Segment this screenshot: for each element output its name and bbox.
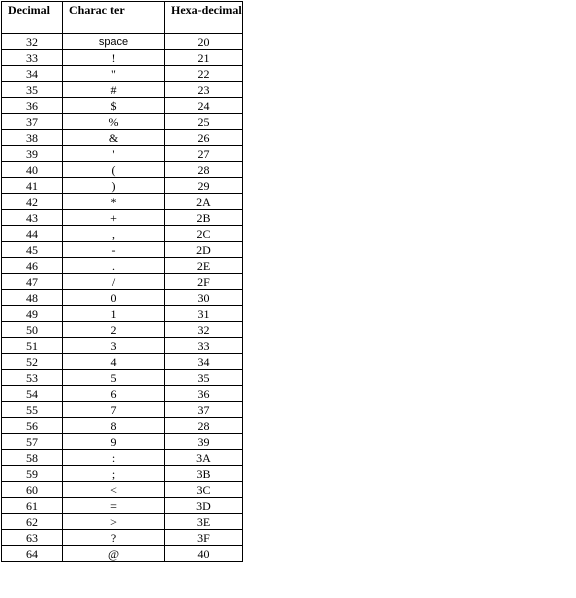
hex-cell: 29 [165, 178, 243, 194]
hex-cell: 31 [165, 306, 243, 322]
hex-cell: 26 [165, 130, 243, 146]
table-row [2, 274, 243, 290]
table-row [2, 162, 243, 178]
header-decimal: Decimal [2, 2, 63, 34]
decimal-cell: 59 [2, 466, 63, 482]
character-cell: % [63, 114, 165, 130]
decimal-cell: 37 [2, 114, 63, 130]
header-hexadecimal: Hexa-decimal [165, 2, 243, 34]
table-row [2, 418, 243, 434]
character-cell: 9 [63, 434, 165, 450]
table-row [2, 34, 243, 50]
table-row [2, 322, 243, 338]
decimal-cell: 47 [2, 274, 63, 290]
table-row [2, 258, 243, 274]
table-row [2, 226, 243, 242]
table-row [2, 50, 243, 66]
table-row [2, 210, 243, 226]
decimal-cell: 60 [2, 482, 63, 498]
decimal-cell: 58 [2, 450, 63, 466]
hex-cell: 2D [165, 242, 243, 258]
table-row [2, 290, 243, 306]
table-row [2, 242, 243, 258]
hex-cell: 2F [165, 274, 243, 290]
table-row [2, 386, 243, 402]
table-row [2, 338, 243, 354]
table-row [2, 546, 243, 562]
table-row [2, 450, 243, 466]
hex-cell: 39 [165, 434, 243, 450]
decimal-cell: 61 [2, 498, 63, 514]
decimal-cell: 53 [2, 370, 63, 386]
decimal-cell: 48 [2, 290, 63, 306]
hex-cell: 3D [165, 498, 243, 514]
decimal-cell: 43 [2, 210, 63, 226]
character-cell: 5 [63, 370, 165, 386]
decimal-cell: 35 [2, 82, 63, 98]
character-cell: " [63, 66, 165, 82]
hex-cell: 2C [165, 226, 243, 242]
decimal-cell: 46 [2, 258, 63, 274]
decimal-cell: 50 [2, 322, 63, 338]
table-row [2, 178, 243, 194]
hex-cell: 3F [165, 530, 243, 546]
hex-cell: 32 [165, 322, 243, 338]
character-cell: ) [63, 178, 165, 194]
hex-cell: 35 [165, 370, 243, 386]
table-row [2, 82, 243, 98]
character-cell: + [63, 210, 165, 226]
decimal-cell: 40 [2, 162, 63, 178]
character-cell: , [63, 226, 165, 242]
table-row [2, 130, 243, 146]
character-cell: 2 [63, 322, 165, 338]
decimal-cell: 45 [2, 242, 63, 258]
table-row [2, 306, 243, 322]
decimal-cell: 33 [2, 50, 63, 66]
table-row [2, 354, 243, 370]
hex-cell: 25 [165, 114, 243, 130]
table-row [2, 370, 243, 386]
hex-cell: 2B [165, 210, 243, 226]
character-cell: & [63, 130, 165, 146]
character-cell: > [63, 514, 165, 530]
hex-cell: 24 [165, 98, 243, 114]
hex-cell: 20 [165, 34, 243, 50]
hex-cell: 2E [165, 258, 243, 274]
character-cell: # [63, 82, 165, 98]
character-cell: 0 [63, 290, 165, 306]
character-cell: - [63, 242, 165, 258]
decimal-cell: 51 [2, 338, 63, 354]
table-row [2, 114, 243, 130]
decimal-cell: 62 [2, 514, 63, 530]
decimal-cell: 55 [2, 402, 63, 418]
character-cell: 8 [63, 418, 165, 434]
table-row [2, 498, 243, 514]
table-row [2, 66, 243, 82]
table-row [2, 146, 243, 162]
decimal-cell: 38 [2, 130, 63, 146]
hex-cell: 2A [165, 194, 243, 210]
character-cell: < [63, 482, 165, 498]
character-cell: space [63, 34, 165, 50]
decimal-cell: 42 [2, 194, 63, 210]
hex-cell: 3B [165, 466, 243, 482]
table-row [2, 466, 243, 482]
decimal-cell: 63 [2, 530, 63, 546]
hex-cell: 27 [165, 146, 243, 162]
decimal-cell: 44 [2, 226, 63, 242]
ascii-table [1, 1, 243, 562]
hex-cell: 30 [165, 290, 243, 306]
table-row [2, 402, 243, 418]
table-row [2, 482, 243, 498]
hex-cell: 3A [165, 450, 243, 466]
decimal-cell: 56 [2, 418, 63, 434]
header-character: Charac ter [63, 2, 165, 34]
header-row [2, 2, 243, 34]
character-cell: : [63, 450, 165, 466]
decimal-cell: 41 [2, 178, 63, 194]
character-cell: ! [63, 50, 165, 66]
decimal-cell: 34 [2, 66, 63, 82]
character-cell: 1 [63, 306, 165, 322]
character-cell: ? [63, 530, 165, 546]
character-cell: ; [63, 466, 165, 482]
decimal-cell: 57 [2, 434, 63, 450]
decimal-cell: 39 [2, 146, 63, 162]
table-row [2, 530, 243, 546]
character-cell: 7 [63, 402, 165, 418]
character-cell: ' [63, 146, 165, 162]
hex-cell: 33 [165, 338, 243, 354]
hex-cell: 40 [165, 546, 243, 562]
hex-cell: 22 [165, 66, 243, 82]
character-cell: 4 [63, 354, 165, 370]
table-row [2, 434, 243, 450]
character-cell: $ [63, 98, 165, 114]
hex-cell: 28 [165, 418, 243, 434]
character-cell: . [63, 258, 165, 274]
character-cell: @ [63, 546, 165, 562]
table-body [2, 34, 243, 562]
hex-cell: 34 [165, 354, 243, 370]
decimal-cell: 36 [2, 98, 63, 114]
hex-cell: 28 [165, 162, 243, 178]
hex-cell: 21 [165, 50, 243, 66]
hex-cell: 23 [165, 82, 243, 98]
decimal-cell: 32 [2, 34, 63, 50]
table-row [2, 514, 243, 530]
hex-cell: 37 [165, 402, 243, 418]
character-cell: * [63, 194, 165, 210]
hex-cell: 3C [165, 482, 243, 498]
hex-cell: 3E [165, 514, 243, 530]
table-header [2, 2, 243, 34]
decimal-cell: 64 [2, 546, 63, 562]
ascii-table-wrapper [1, 1, 243, 562]
character-cell: 6 [63, 386, 165, 402]
decimal-cell: 52 [2, 354, 63, 370]
hex-cell: 36 [165, 386, 243, 402]
character-cell: / [63, 274, 165, 290]
decimal-cell: 54 [2, 386, 63, 402]
table-row [2, 98, 243, 114]
decimal-cell: 49 [2, 306, 63, 322]
character-cell: ( [63, 162, 165, 178]
character-cell: = [63, 498, 165, 514]
character-cell: 3 [63, 338, 165, 354]
table-row [2, 194, 243, 210]
